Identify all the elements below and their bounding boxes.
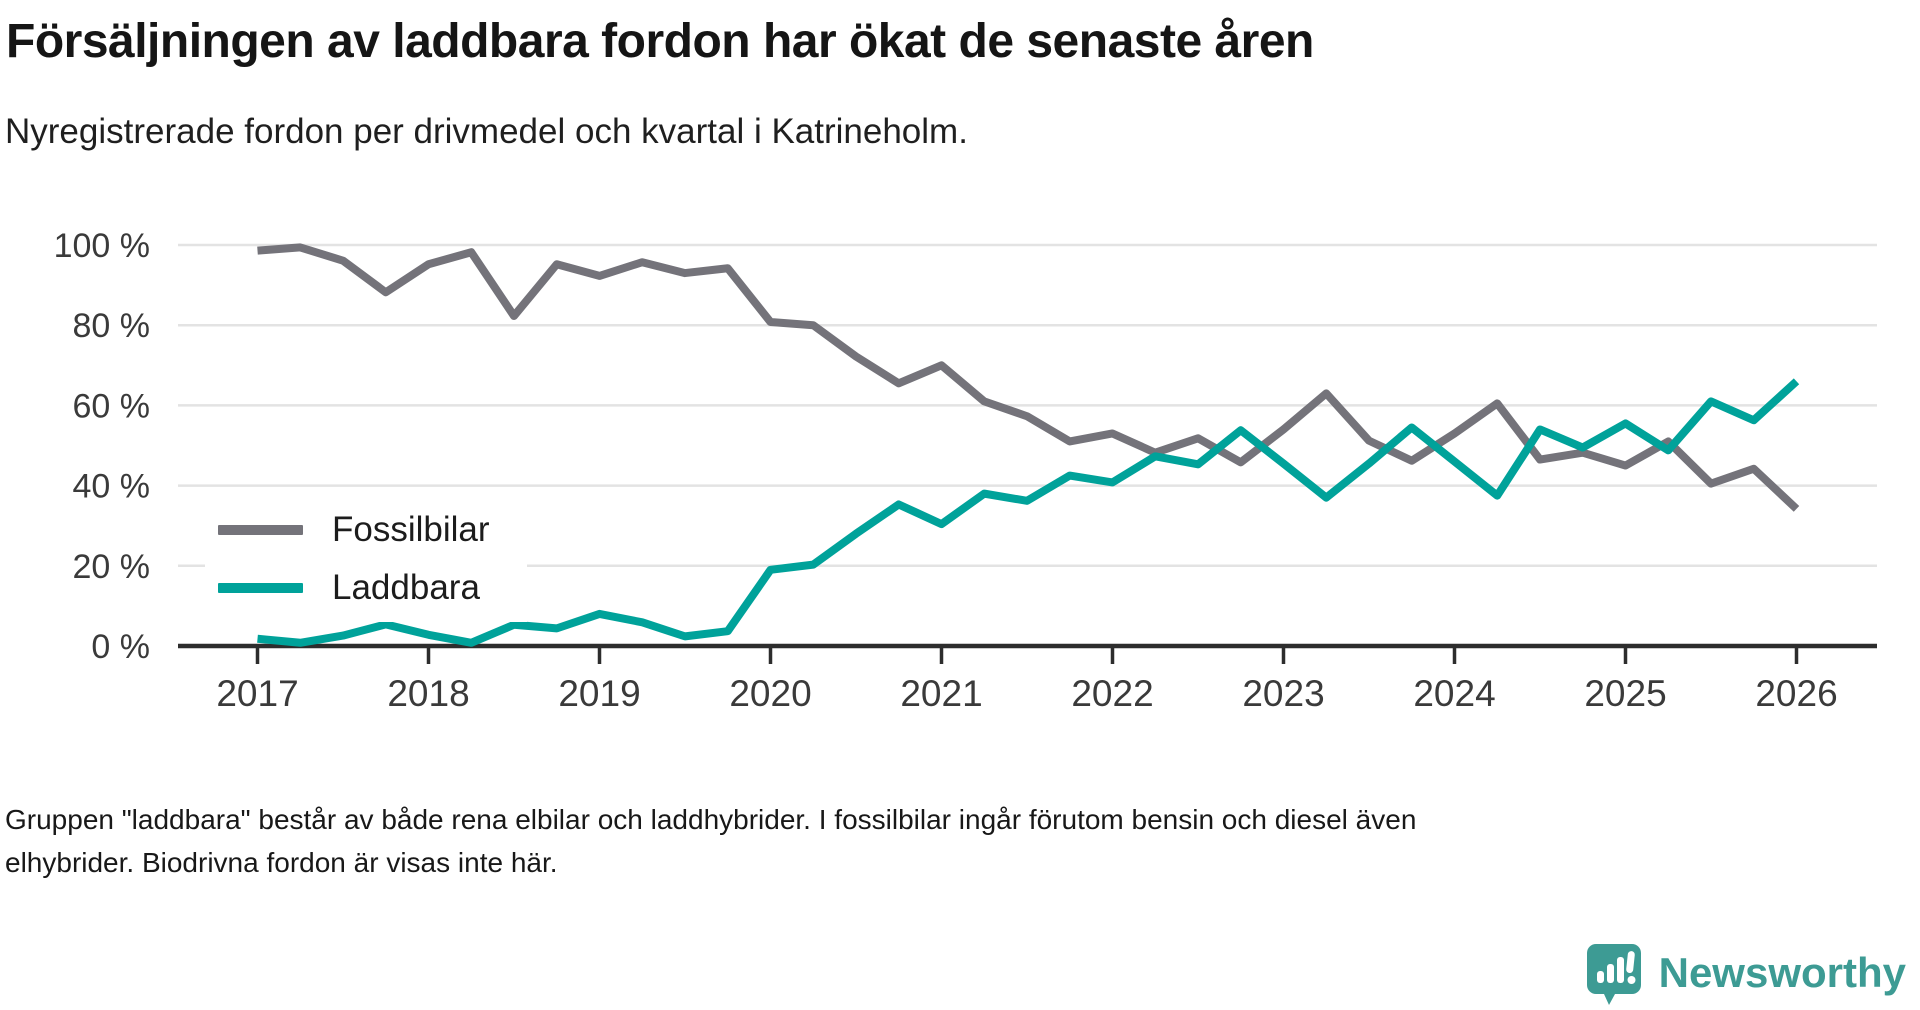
footnote-line-2: elhybrider. Biodrivna fordon är visas inte här. (5, 847, 558, 878)
y-axis-label-40: 40 % (72, 467, 150, 506)
newsworthy-logo-icon (1585, 938, 1643, 1008)
x-axis-label-2025: 2025 (1584, 673, 1667, 714)
brand-name: Newsworthy (1658, 949, 1906, 996)
y-axis-label-80: 80 % (72, 307, 150, 346)
brand-lockup (1585, 938, 1906, 1008)
footnote-line-1: Gruppen "laddbara" består av både rena elbilar och laddhybrider. I fossilbilar ingår förutom bensin och diesel även (5, 804, 1417, 835)
x-axis-label-2017: 2017 (216, 673, 299, 714)
y-axis-label-0: 0 % (91, 628, 150, 666)
y-axis-label-100: 100 % (53, 227, 150, 265)
chart-subtitle: Nyregistrerade fordon per drivmedel och kvartal i Katrineholm. (5, 112, 968, 151)
legend-label-laddbara: Laddbara (332, 568, 480, 607)
x-axis-label-2021: 2021 (900, 673, 983, 714)
x-axis-label-2018: 2018 (387, 673, 470, 714)
series-line-fossilbilar (258, 247, 1797, 508)
x-axis-label-2019: 2019 (558, 673, 641, 714)
fossilbilar-line-swatch (218, 525, 303, 535)
legend (218, 508, 490, 624)
x-axis-label-2022: 2022 (1071, 673, 1154, 714)
x-axis-label-2026: 2026 (1755, 673, 1838, 714)
x-axis-label-2023: 2023 (1242, 673, 1325, 714)
x-axis-label-2024: 2024 (1413, 673, 1496, 714)
page-title: Försäljningen av laddbara fordon har ökat de senaste åren (6, 15, 1314, 68)
y-axis-label-60: 60 % (72, 387, 150, 426)
legend-item-fossilbilar (218, 508, 490, 552)
footnote (5, 798, 1416, 884)
y-axis-label-20: 20 % (72, 547, 150, 586)
legend-label-fossilbilar: Fossilbilar (332, 510, 490, 549)
x-axis-label-2020: 2020 (729, 673, 812, 714)
laddbara-line-swatch (218, 583, 303, 593)
legend-item-laddbara (218, 566, 490, 610)
